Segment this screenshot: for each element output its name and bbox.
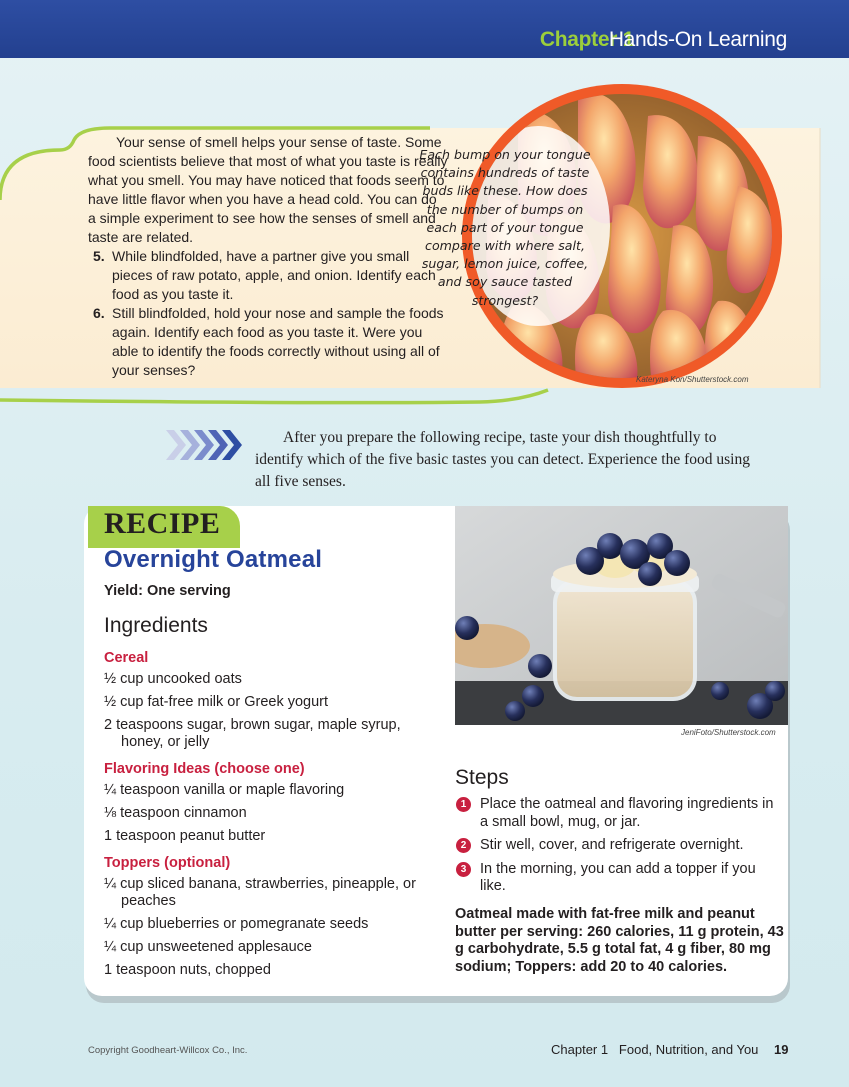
step-badge: 1 [456, 797, 471, 812]
hands-on-intro: Your sense of smell helps your sense of taste. Some food scientists believe that most of what you taste is really what you smell. You may have noticed that foods seem to have little flavor when you have a head cold. You can do a simple experiment to see how the senses of smell and taste are related. [88, 134, 448, 245]
recipe-yield: Yield: One serving [104, 583, 231, 599]
oatmeal-jar-photo [455, 506, 788, 725]
ingredient-group-title: Flavoring Ideas (choose one) [104, 761, 305, 777]
photo-credit: Kateryna Kon/Shutterstock.com [636, 375, 749, 384]
step-badge: 2 [456, 838, 471, 853]
recipe-step [455, 796, 780, 831]
chevron-arrows-icon [166, 428, 246, 462]
ingredient-group-title: Toppers (optional) [104, 855, 231, 871]
chapter-label: Chapter 1 [539, 28, 634, 51]
ingredient-item: ⅛ teaspoon cinnamon [104, 805, 247, 821]
experiment-steps [88, 247, 448, 380]
ingredient-group [104, 650, 444, 751]
ingredients-heading: Ingredients [104, 614, 208, 637]
experiment-step [88, 247, 448, 304]
photo-credit: JeniFoto/Shutterstock.com [681, 728, 776, 737]
recipe-steps [455, 796, 780, 902]
ingredients-list [104, 650, 444, 989]
taste-buds-caption: Each bump on your tongue contains hundreds of taste buds like these. How does the number of bumps on each part of your tongue compare with where salt, sugar, lemon juice, coffee, and soy sauce tasted strongest? [419, 147, 591, 308]
ingredient-group [104, 761, 444, 845]
recipe-tab-label: RECIPE [104, 507, 221, 540]
ingredient-item: ½ cup fat-free milk or Greek yogurt [104, 694, 329, 710]
ingredient-item: 2 teaspoons sugar, brown sugar, maple syrup, honey, or jelly [104, 717, 401, 750]
ingredient-group [104, 855, 444, 979]
chapter-title: Hands-On Learning [608, 28, 787, 51]
ingredient-item: ¼ cup unsweetened applesauce [104, 939, 312, 955]
step-text: Stir well, cover, and refrigerate overnight. [480, 837, 744, 853]
footer-chapter: Chapter 1 Food, Nutrition, and You [551, 1042, 759, 1057]
ingredient-item: 1 teaspoon peanut butter [104, 828, 266, 844]
step-text: In the morning, you can add a topper if you like. [480, 860, 756, 894]
experiment-step [88, 304, 448, 380]
hands-on-text [88, 133, 448, 380]
ingredient-item: ½ cup uncooked oats [104, 671, 242, 687]
steps-heading: Steps [455, 766, 509, 789]
intro-paragraph: After you prepare the following recipe, taste your dish thoughtfully to identify which of the five basic tastes you can detect. Experience the food using all five senses. [255, 429, 750, 490]
page-number: 19 [774, 1042, 789, 1057]
step-text: Place the oatmeal and flavoring ingredients in a small bowl, mug, or jar. [480, 796, 774, 830]
nutrition-info: Oatmeal made with fat-free milk and peanut butter per serving: 260 calories, 11 g protein, 43 g carbohydrate, 5.5 g total fat, 4 g fiber, 80 mg sodium; Toppers: add 20 to 40 calories. [455, 906, 784, 975]
step-number: 5. [93, 248, 105, 264]
copyright: Copyright Goodheart-Willcox Co., Inc. [88, 1045, 248, 1056]
step-badge: 3 [456, 862, 471, 877]
step-text: While blindfolded, have a partner give you small pieces of raw potato, apple, and onion. Identify each food as you taste it. [112, 248, 436, 302]
ingredient-item: ¼ cup sliced banana, strawberries, pineapple, or peaches [104, 876, 416, 909]
recipe-title: Overnight Oatmeal [104, 546, 323, 573]
ingredient-group-title: Cereal [104, 650, 149, 666]
recipe-step [455, 837, 780, 855]
step-text: Still blindfolded, hold your nose and sample the foods again. Identify each food as you taste it. Were you able to identify the foods correctly without using all of your senses? [112, 305, 444, 378]
ingredient-item: ¼ teaspoon vanilla or maple flavoring [104, 782, 345, 798]
ingredient-item: 1 teaspoon nuts, chopped [104, 962, 271, 978]
step-number: 6. [93, 305, 105, 321]
ingredient-item: ¼ cup blueberries or pomegranate seeds [104, 916, 369, 932]
recipe-step [455, 861, 780, 896]
